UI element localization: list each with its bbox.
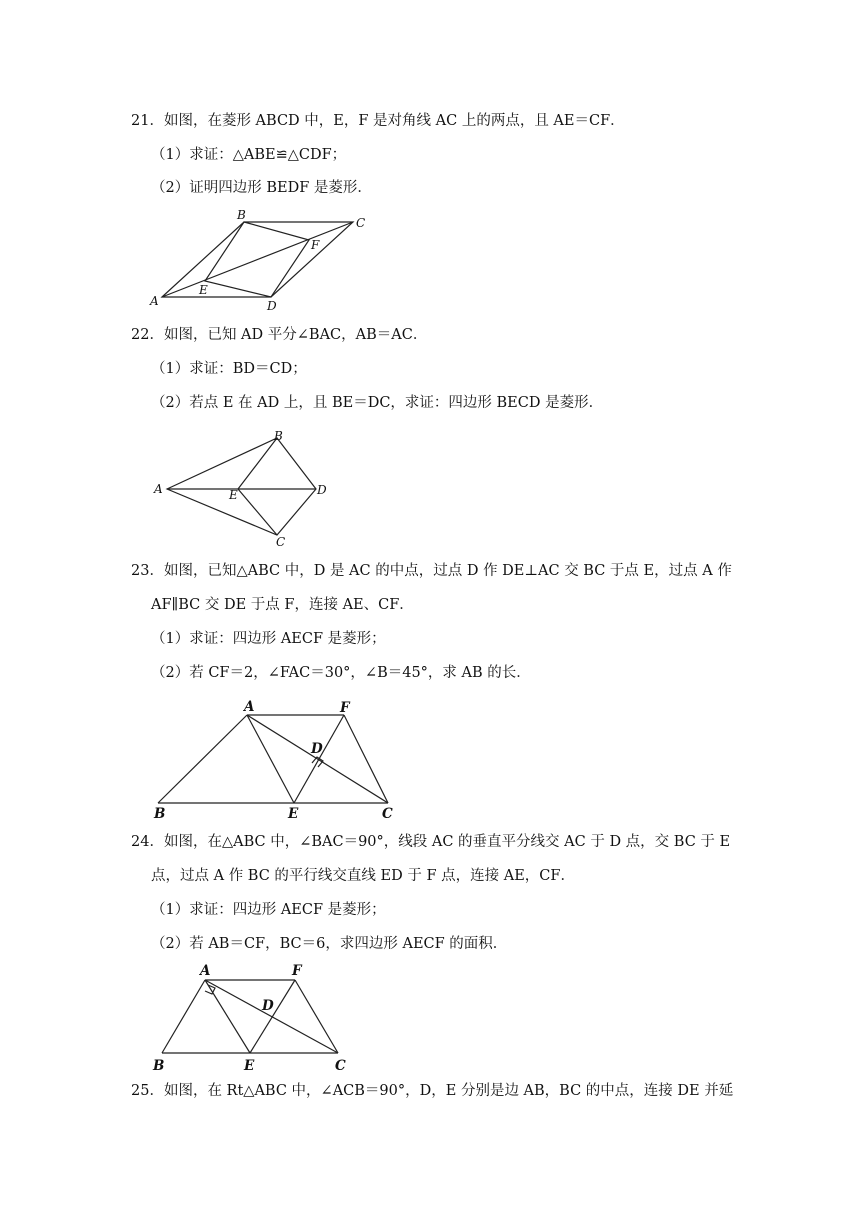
label-a: A (150, 294, 159, 308)
label-f: F (340, 700, 350, 716)
label-c: C (382, 806, 393, 822)
segment-ef (250, 980, 295, 1053)
problem-24-stem-line-1: 24．如图，在△ABC 中，∠BAC＝90°，线段 AC 的垂直平分线交 AC 于 D 点，交 BC 于 E (131, 834, 731, 850)
problem-number: 24 (131, 834, 150, 850)
problem-number: 21 (131, 113, 150, 129)
problem-21-part-1: （1）求证：△ABE≌△CDF； (151, 147, 347, 163)
label-c: C (276, 535, 286, 549)
problem-22-stem: 22．如图，已知 AD 平分∠BAC，AB＝AC． (131, 327, 428, 343)
segment-ab (162, 980, 205, 1053)
problem-24-part-2: （2）若 AB＝CF，BC＝6，求四边形 AECF 的面积． (151, 936, 508, 952)
label-a: A (154, 482, 163, 496)
problem-number: 22 (131, 327, 150, 343)
stem-line: 如图，在△ABC 中，∠BAC＝90°，线段 AC 的垂直平分线交 AC 于 D 点，交 BC 于 E (163, 834, 731, 850)
label-f: F (292, 963, 302, 979)
label-d: D (267, 299, 277, 313)
segment-ac (205, 980, 338, 1053)
label-b: B (154, 806, 166, 822)
stem-line: 如图，在 Rt△ABC 中，∠ACB＝90°，D，E 分别是边 AB，BC 的中点，连接 DE 并延 (163, 1083, 734, 1099)
stem-line: 如图，已知 AD 平分∠BAC，AB＝AC． (163, 327, 428, 343)
diagonal-ac (162, 222, 353, 297)
problem-number: 23 (131, 563, 150, 579)
label-f: F (311, 238, 320, 252)
problem-22-part-1: （1）求证：BD＝CD； (151, 361, 307, 377)
segments-be-ec (238, 438, 277, 535)
problem-23-stem-line-2: AF∥BC 交 DE 于点 F，连接 AE、CF． (151, 597, 414, 613)
label-e: E (199, 283, 208, 297)
label-e: E (229, 488, 238, 502)
problem-number: 25 (131, 1083, 150, 1099)
problem-24-part-1: （1）求证：四边形 AECF 是菱形； (151, 902, 386, 918)
label-c: C (335, 1058, 346, 1074)
problem-22-part-2: （2）若点 E 在 AD 上，且 BE＝DC，求证：四边形 BECD 是菱形． (151, 395, 604, 411)
problem-25-stem: 25．如图，在 Rt△ABC 中，∠ACB＝90°，D，E 分别是边 AB，BC 的中点，连接 DE 并延 (131, 1083, 734, 1099)
segment-ae (205, 980, 250, 1053)
outline-abdc (167, 438, 316, 535)
figure-24-rhombus (145, 958, 355, 1078)
segment-ab (158, 715, 247, 803)
problem-23-stem-line-1: 23．如图，已知△ABC 中，D 是 AC 的中点，过点 D 作 DE⊥AC 交 BC 于点 E，过点 A 作 (131, 563, 732, 579)
label-b: B (153, 1058, 165, 1074)
label-a: A (200, 963, 211, 979)
problem-23-part-1: （1）求证：四边形 AECF 是菱形； (151, 631, 386, 647)
label-b: B (274, 429, 283, 443)
label-c: C (356, 216, 366, 230)
figure-21-rhombus (140, 208, 380, 316)
label-d: D (262, 998, 274, 1014)
problem-23-part-2: （2）若 CF＝2，∠FAC＝30°，∠B＝45°，求 AB 的长． (151, 665, 531, 681)
label-d: D (311, 741, 323, 757)
label-d: D (317, 483, 327, 497)
segment-fc (295, 980, 338, 1053)
stem-line: 如图，已知△ABC 中，D 是 AC 的中点，过点 D 作 DE⊥AC 交 BC 于点 E，过点 A 作 (163, 563, 732, 579)
label-b: B (237, 208, 246, 222)
label-e: E (288, 806, 299, 822)
label-e: E (244, 1058, 255, 1074)
stem-line: 如图，在菱形 ABCD 中，E，F 是对角线 AC 上的两点，且 AE＝CF． (163, 113, 625, 129)
figure-22-kite (150, 428, 340, 548)
segment-ae (247, 715, 294, 803)
problem-21-stem: 21．如图，在菱形 ABCD 中，E，F 是对角线 AC 上的两点，且 AE＝CF． (131, 113, 625, 129)
label-a: A (244, 699, 255, 715)
segment-ac (247, 715, 388, 803)
figure-23-rhombus (145, 695, 405, 825)
problem-24-stem-line-2: 点，过点 A 作 BC 的平行线交直线 ED 于 F 点，连接 AE，CF． (151, 868, 575, 884)
problem-21-part-2: （2）证明四边形 BEDF 是菱形． (151, 180, 372, 196)
